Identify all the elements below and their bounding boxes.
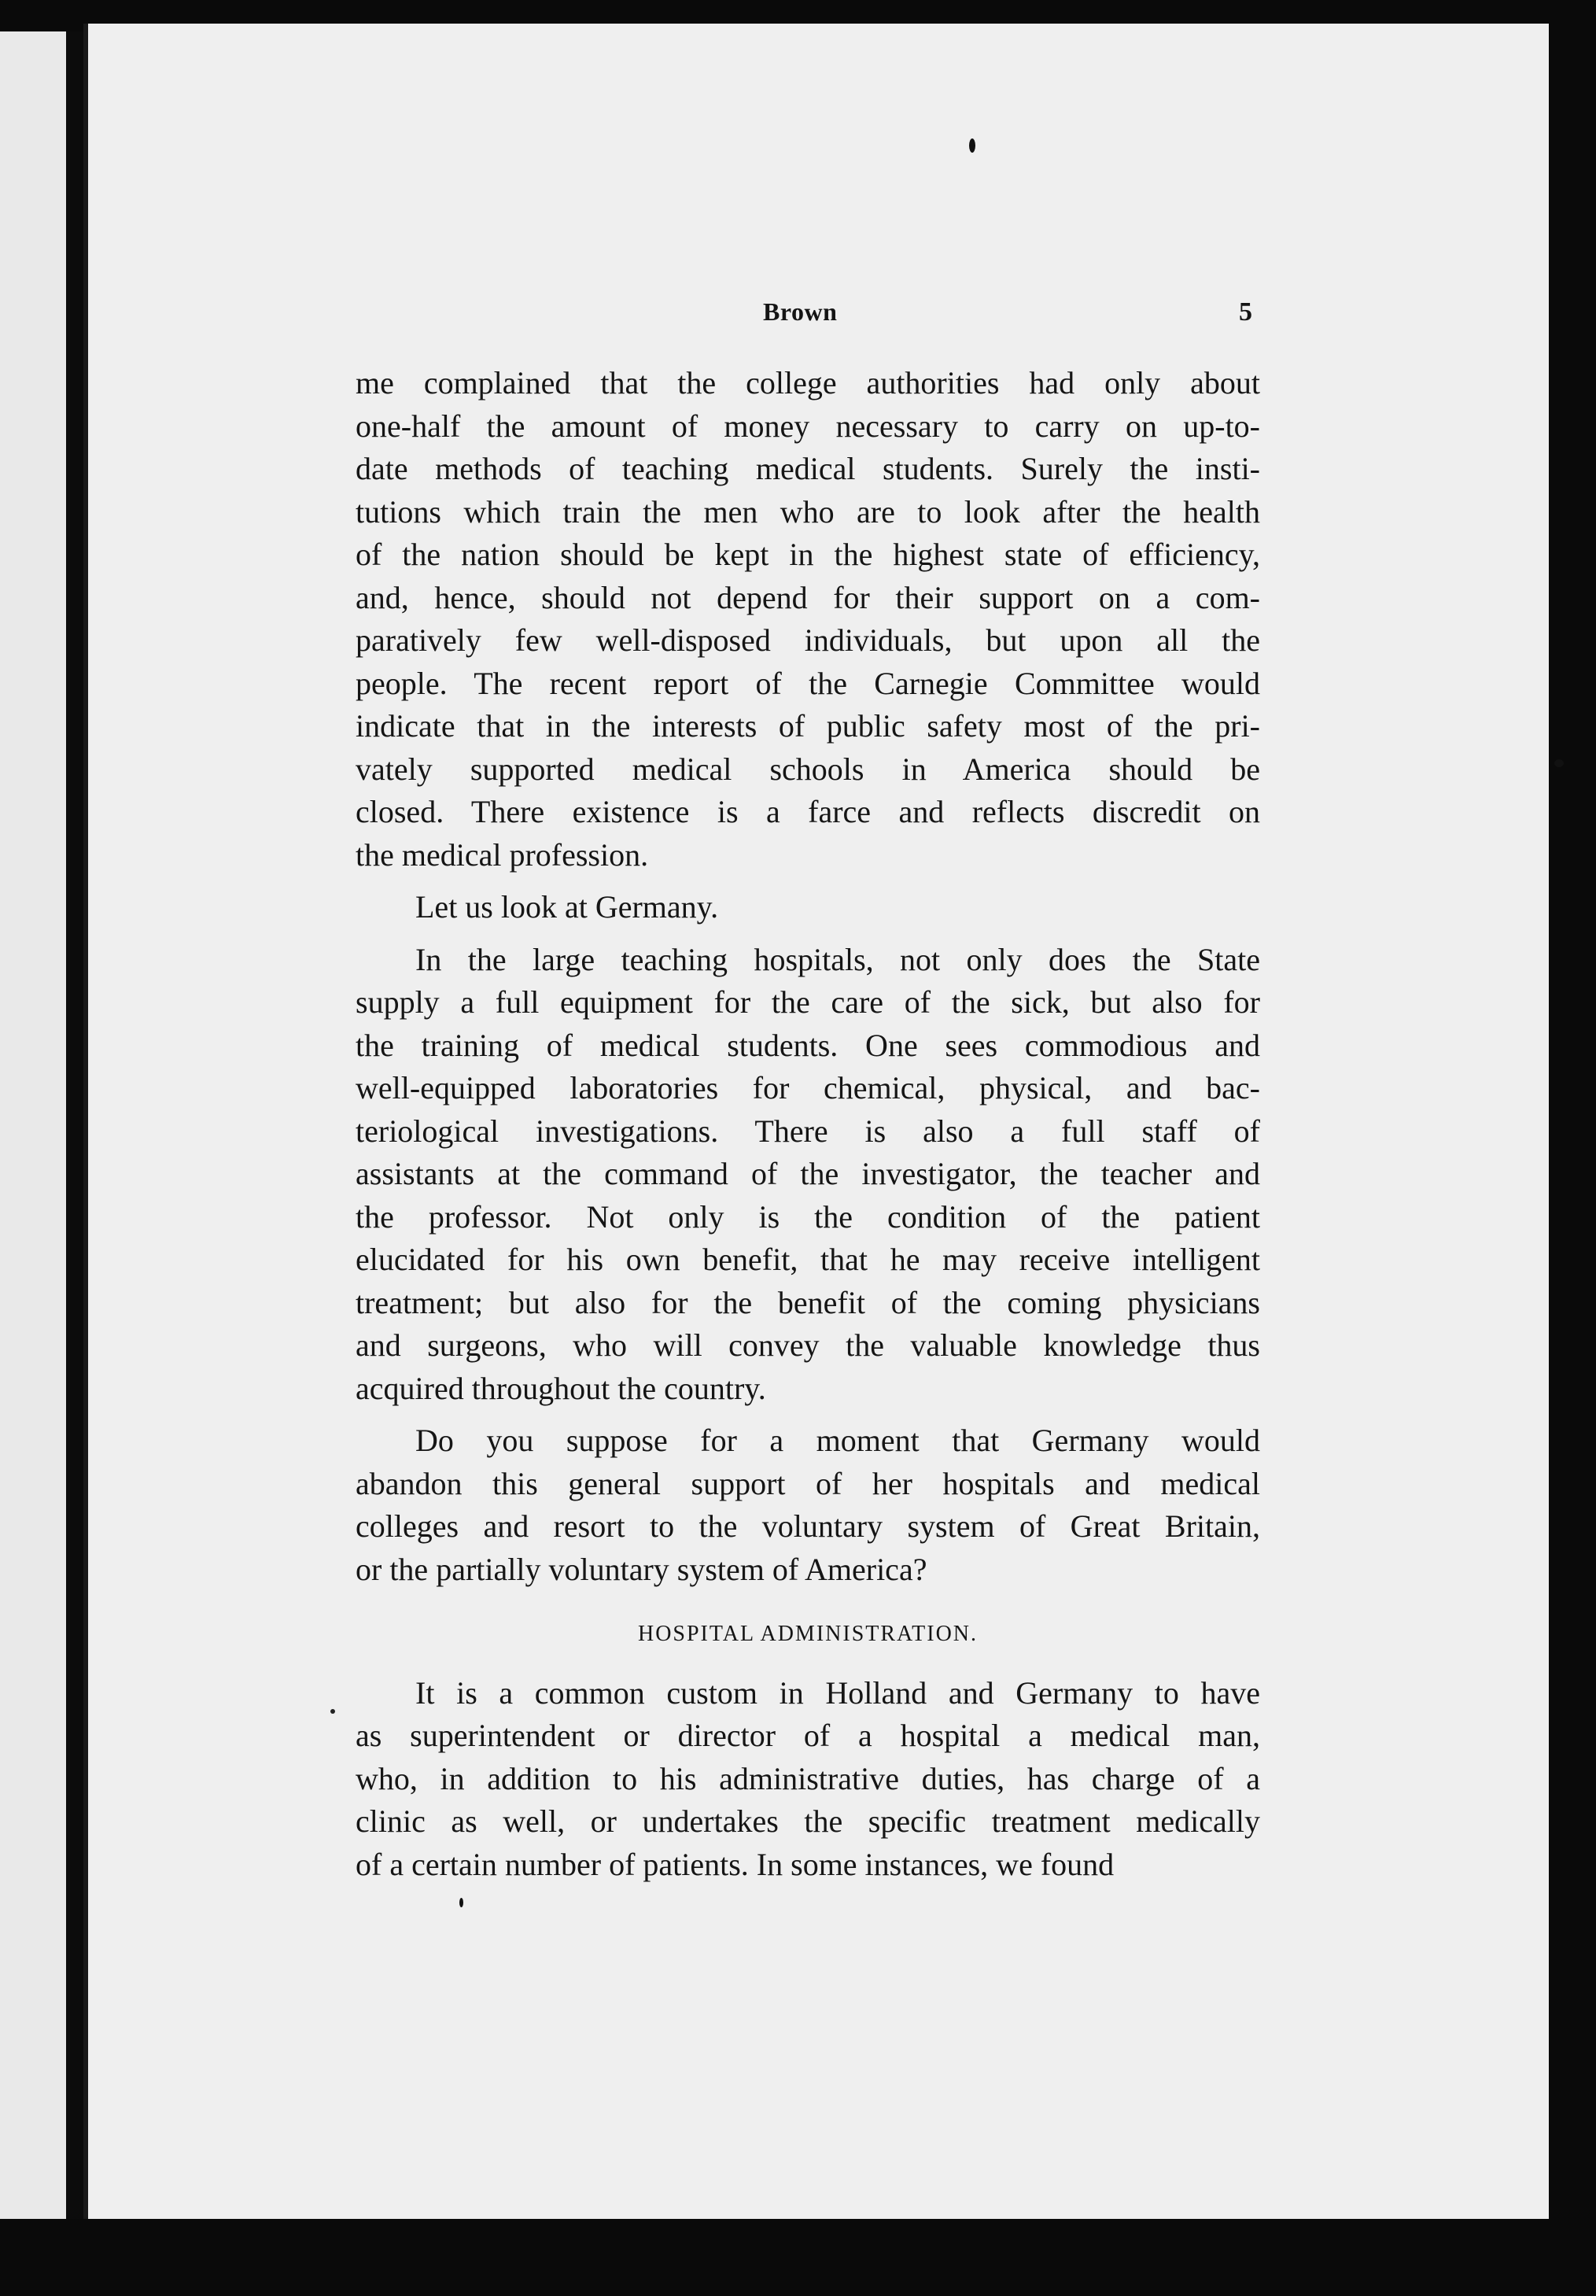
running-head: Brown — [763, 297, 838, 326]
paragraph-gap — [356, 877, 1260, 886]
section-heading: HOSPITAL ADMINISTRATION. — [637, 1622, 979, 1646]
text-line: people. The recent report of the Carnegie Committee would — [356, 665, 1260, 701]
text-line: and surgeons, who will convey the valuable knowledge thus — [356, 1327, 1260, 1363]
scan-border — [1549, 0, 1596, 2296]
text-line: supply a full equipment for the care of the sick, but also for — [356, 984, 1260, 1020]
paragraph-gap — [356, 1591, 1260, 1600]
stray-mark — [330, 1709, 335, 1714]
text-line: colleges and resort to the voluntary system of Great Britain, — [356, 1508, 1260, 1544]
text-line: closed. There existence is a farce and reflects discredit on — [356, 794, 1260, 829]
text-line: the medical profession. — [356, 836, 649, 873]
text-line: well-equipped laboratories for chemical, physical, and bac- — [356, 1070, 1260, 1106]
text-line: tutions which train the men who are to look after the health — [356, 493, 1260, 530]
paragraph-gap — [356, 1410, 1260, 1419]
text-line: of a certain number of patients. In some instances, we found — [356, 1846, 1115, 1882]
ink-speck — [1554, 759, 1564, 767]
text-line: one-half the amount of money necessary to carry on up-to- — [356, 408, 1260, 444]
paragraph — [356, 939, 1260, 1411]
text-line: It is a common custom in Holland and Germany to have — [415, 1674, 1260, 1711]
text-line: elucidated for his own benefit, that he may receive intelligent — [356, 1242, 1260, 1277]
left-page-margin — [0, 31, 66, 2219]
page-number: 5 — [1239, 297, 1252, 327]
paragraph-gap — [356, 929, 1260, 939]
text-line: treatment; but also for the benefit of the coming physicians — [356, 1284, 1260, 1320]
text-line: Do you suppose for a moment that Germany would — [415, 1423, 1260, 1458]
text-line: vately supported medical schools in America should be — [356, 751, 1260, 787]
text-line: and, hence, should not depend for their support on a com- — [356, 579, 1260, 615]
body-text — [356, 362, 1260, 1895]
text-line: assistants at the command of the investigator, the teacher and — [356, 1156, 1260, 1191]
text-line: abandon this general support of her hospitals and medical — [356, 1465, 1260, 1501]
text-line: Let us look at Germany. — [415, 889, 719, 925]
paragraph — [356, 1419, 1260, 1591]
text-line: acquired throughout the country. — [356, 1370, 766, 1406]
text-line: the training of medical students. One sees commodious and — [356, 1027, 1260, 1063]
text-line: of the nation should be kept in the highest state of efficiency, — [356, 537, 1260, 572]
paragraph — [356, 362, 1260, 877]
ink-speck — [459, 1898, 463, 1907]
text-line: In the large teaching hospitals, not only does the State — [415, 941, 1260, 977]
text-line: indicate that in the interests of public safety most of the pri- — [356, 708, 1260, 744]
text-line: the professor. Not only is the condition of the patient — [356, 1198, 1260, 1235]
paragraph-gap — [356, 1886, 1260, 1895]
paragraph — [356, 886, 1260, 929]
text-line: or the partially voluntary system of America? — [356, 1551, 927, 1587]
text-line: me complained that the college authorities had only about — [356, 365, 1260, 401]
text-line: clinic as well, or undertakes the specific treatment medically — [356, 1803, 1260, 1839]
ink-speck — [969, 138, 975, 153]
text-line: date methods of teaching medical students. Surely the insti- — [356, 451, 1260, 486]
book-gutter — [66, 31, 83, 2219]
text-line: who, in addition to his administrative duties, has charge of a — [356, 1760, 1260, 1796]
text-line: as superintendent or director of a hospital a medical man, — [356, 1718, 1260, 1753]
paragraph — [356, 1672, 1260, 1887]
text-line: teriological investigations. There is also a full staff of — [356, 1113, 1260, 1149]
page-header — [354, 297, 1252, 337]
text-line: paratively few well-disposed individuals, but upon all the — [356, 622, 1260, 658]
